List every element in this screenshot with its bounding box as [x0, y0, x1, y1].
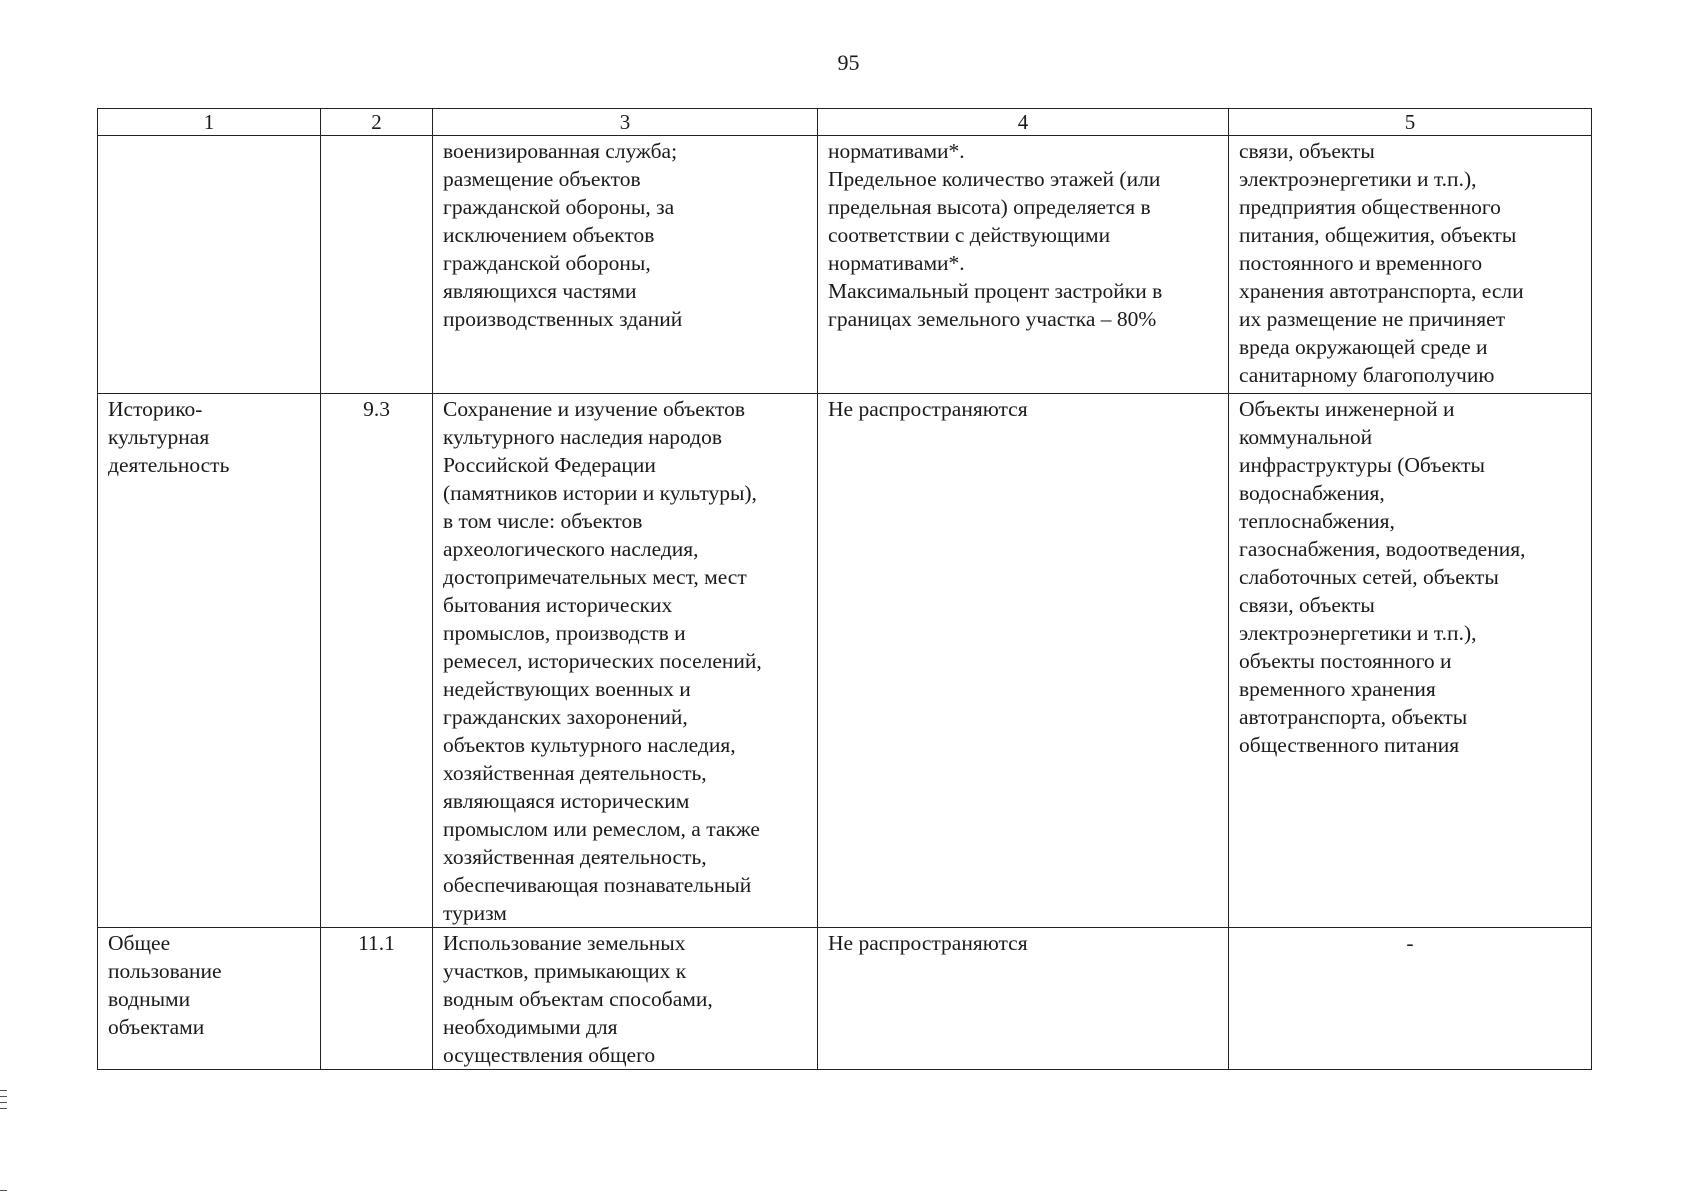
column-header: 3 — [433, 109, 818, 136]
column-header: 5 — [1229, 109, 1592, 136]
use-description: военизированная служба; размещение объектов гражданской обороны, за исключением объектов гражданской обороны, являющихся частями производственных зданий — [443, 139, 683, 331]
scan-edge-mark — [0, 1090, 7, 1091]
use-parameters: Не распространяются — [828, 397, 1028, 421]
auxiliary-uses: Объекты инженерной и коммунальной инфраструктуры (Объекты водоснабжения, теплоснабжения, газоснабжения, водоотведения, слаботочных сетей, объекты связи, объекты электроэнергетики и т.п.), объекты постоянного и временного хранения автотранспорта, объекты общественного питания — [1239, 397, 1526, 757]
table-header-row — [98, 109, 1592, 136]
scan-edge-mark — [0, 1102, 7, 1103]
use-name: Историко- культурная деятельность — [108, 397, 230, 477]
column-header: 1 — [98, 109, 321, 136]
scan-edge-mark — [0, 1190, 7, 1191]
column-header: 4 — [818, 109, 1229, 136]
scan-edge-mark — [0, 1096, 7, 1097]
use-code-cell — [321, 928, 433, 1070]
use-code-cell — [321, 136, 433, 394]
parameters-cell — [818, 928, 1229, 1070]
scan-edge-mark — [0, 1108, 7, 1109]
regulations-table — [97, 108, 1592, 1070]
description-cell — [433, 394, 818, 928]
parameters-cell — [818, 394, 1229, 928]
page-number: 95 — [837, 50, 860, 75]
use-name-cell — [98, 928, 321, 1070]
description-cell — [433, 136, 818, 394]
use-name: Общее пользование водными объектами — [108, 931, 222, 1039]
use-code: 9.3 — [363, 397, 390, 421]
parameters-cell — [818, 136, 1229, 394]
use-parameters: Не распространяются — [828, 931, 1028, 955]
auxiliary-cell — [1229, 136, 1592, 394]
auxiliary-cell — [1229, 928, 1592, 1070]
column-header: 2 — [321, 109, 433, 136]
auxiliary-cell — [1229, 394, 1592, 928]
use-description: Сохранение и изучение объектов культурного наследия народов Российской Федерации (памятников истории и культуры), в том числе: объектов археологического наследия, достопримечательных мест, мест бытования исторических промыслов, производств и ремесел, исторических поселений, недействующих военных и гражданских захоронений, объектов культурного наследия, хозяйственная деятельность, являющаяся историческим промыслом или ремеслом, а также хозяйственная деятельность, обеспечивающая познавательный туризм — [443, 397, 762, 925]
auxiliary-uses: связи, объекты электроэнергетики и т.п.), предприятия общественного питания, общежития, объекты постоянного и временного хранения автотранспорта, если их размещение не причиняет вреда окружающей среде и санитарному благополучию — [1239, 139, 1524, 387]
table-row — [98, 136, 1592, 394]
description-cell — [433, 928, 818, 1070]
use-name-cell — [98, 136, 321, 394]
use-parameters: нормативами*. Предельное количество этажей (или предельная высота) определяется в соответствии с действующими нормативами*. Максимальный процент застройки в границах земельного участка – 80% — [828, 139, 1163, 331]
use-name-cell — [98, 394, 321, 928]
table-row — [98, 394, 1592, 928]
auxiliary-uses: - — [1406, 931, 1414, 955]
table-row — [98, 928, 1592, 1070]
use-code-cell — [321, 394, 433, 928]
use-description: Использование земельных участков, примыкающих к водным объектам способами, необходимыми для осуществления общего — [443, 931, 713, 1067]
use-code: 11.1 — [358, 931, 395, 955]
